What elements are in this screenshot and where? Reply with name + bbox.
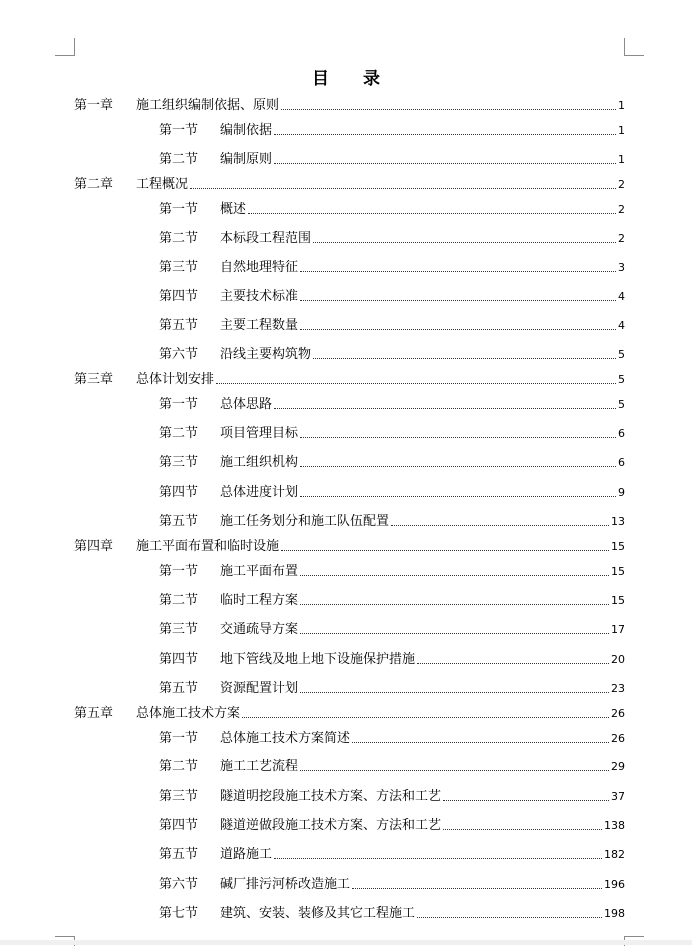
entry-number: 第二章 — [74, 177, 114, 192]
entry-number: 第五节 — [159, 318, 199, 333]
entry-number: 第五节 — [159, 847, 199, 862]
entry-title: 总体施工技术方案 — [136, 706, 241, 721]
entry-page-number: 182 — [604, 848, 625, 861]
entry-page-number: 198 — [604, 907, 625, 920]
entry-number: 第三节 — [159, 622, 199, 637]
entry-page-number: 1 — [618, 99, 625, 112]
dot-leader — [274, 407, 616, 409]
dot-leader — [274, 162, 616, 164]
entry-page-number: 6 — [618, 427, 625, 440]
toc-chapter-entry[interactable] — [74, 175, 625, 193]
toc-section-entry[interactable] — [159, 620, 625, 638]
entry-number: 第三章 — [74, 372, 114, 387]
entry-title: 施工平面布置 — [220, 564, 299, 579]
toc-section-entry[interactable] — [159, 757, 625, 775]
dot-leader — [352, 887, 602, 889]
toc-section-entry[interactable] — [159, 258, 625, 276]
dot-leader — [417, 916, 602, 918]
entry-number: 第二节 — [159, 152, 199, 167]
toc-section-entry[interactable] — [159, 562, 625, 580]
entry-title: 总体进度计划 — [220, 485, 299, 500]
entry-number: 第二节 — [159, 426, 199, 441]
entry-title: 施工组织编制依据、原则 — [136, 98, 280, 113]
toc-chapter-entry[interactable] — [74, 96, 625, 114]
dot-leader — [281, 108, 616, 110]
toc-section-entry[interactable] — [159, 729, 625, 747]
entry-number: 第七节 — [159, 906, 199, 921]
entry-page-number: 9 — [618, 486, 625, 499]
entry-page-number: 2 — [618, 178, 625, 191]
entry-number: 第六节 — [159, 877, 199, 892]
entry-page-number: 23 — [611, 682, 625, 695]
entry-page-number: 13 — [611, 515, 625, 528]
entry-title: 隧道明挖段施工技术方案、方法和工艺 — [220, 789, 442, 804]
entry-page-number: 6 — [618, 456, 625, 469]
entry-title: 概述 — [220, 202, 247, 217]
toc-section-entry[interactable] — [159, 650, 625, 668]
toc-chapter-entry[interactable] — [74, 704, 625, 722]
entry-title: 交通疏导方案 — [220, 622, 299, 637]
entry-number: 第二节 — [159, 759, 199, 774]
dot-leader — [300, 495, 616, 497]
entry-page-number: 2 — [618, 203, 625, 216]
entry-number: 第一节 — [159, 564, 199, 579]
entry-number: 第一节 — [159, 731, 199, 746]
entry-page-number: 26 — [611, 732, 625, 745]
dot-leader — [417, 662, 609, 664]
entry-page-number: 26 — [611, 707, 625, 720]
entry-title: 地下管线及地上地下设施保护措施 — [220, 652, 416, 667]
entry-number: 第三节 — [159, 260, 199, 275]
entry-title: 工程概况 — [136, 177, 189, 192]
dot-leader — [274, 133, 616, 135]
entry-page-number: 37 — [611, 790, 625, 803]
dot-leader — [248, 212, 616, 214]
dot-leader — [313, 357, 616, 359]
entry-number: 第四节 — [159, 818, 199, 833]
toc-section-entry[interactable] — [159, 229, 625, 247]
entry-page-number: 2 — [618, 232, 625, 245]
entry-title: 总体施工技术方案简述 — [220, 731, 351, 746]
entry-title: 临时工程方案 — [220, 593, 299, 608]
toc-section-entry[interactable] — [159, 150, 625, 168]
entry-page-number: 1 — [618, 124, 625, 137]
dot-leader — [242, 716, 609, 718]
dot-leader — [300, 632, 609, 634]
entry-title: 编制依据 — [220, 123, 273, 138]
entry-title: 施工平面布置和临时设施 — [136, 539, 280, 554]
dot-leader — [300, 270, 616, 272]
toc-section-entry[interactable] — [159, 287, 625, 305]
toc-section-entry[interactable] — [159, 816, 625, 834]
entry-page-number: 15 — [611, 594, 625, 607]
toc-chapter-entry[interactable] — [74, 537, 625, 555]
entry-page-number: 15 — [611, 565, 625, 578]
dot-leader — [300, 328, 616, 330]
toc-section-entry[interactable] — [159, 453, 625, 471]
entry-page-number: 138 — [604, 819, 625, 832]
dot-leader — [443, 828, 602, 830]
entry-number: 第一章 — [74, 98, 114, 113]
entry-number: 第一节 — [159, 123, 199, 138]
entry-title: 主要工程数量 — [220, 318, 299, 333]
entry-page-number: 20 — [611, 653, 625, 666]
dot-leader — [443, 799, 609, 801]
entry-title: 总体计划安排 — [136, 372, 215, 387]
toc-section-entry[interactable] — [159, 121, 625, 139]
dot-leader — [274, 857, 602, 859]
entry-title: 项目管理目标 — [220, 426, 299, 441]
entry-number: 第五节 — [159, 681, 199, 696]
toc-section-entry[interactable] — [159, 316, 625, 334]
dot-leader — [300, 436, 616, 438]
dot-leader — [300, 299, 616, 301]
entry-page-number: 4 — [618, 319, 625, 332]
toc-section-entry[interactable] — [159, 200, 625, 218]
entry-title: 施工任务划分和施工队伍配置 — [220, 514, 390, 529]
dot-leader — [300, 574, 609, 576]
dot-leader — [216, 382, 616, 384]
entry-page-number: 1 — [618, 153, 625, 166]
dot-leader — [281, 549, 609, 551]
entry-page-number: 5 — [618, 373, 625, 386]
dot-leader — [300, 465, 616, 467]
entry-number: 第五节 — [159, 514, 199, 529]
entry-number: 第三节 — [159, 789, 199, 804]
entry-page-number: 3 — [618, 261, 625, 274]
toc-title: 目 录 — [312, 69, 394, 89]
entry-number: 第四节 — [159, 485, 199, 500]
entry-title: 施工工艺流程 — [220, 759, 299, 774]
dot-leader — [300, 769, 609, 771]
entry-number: 第六节 — [159, 347, 199, 362]
entry-title: 资源配置计划 — [220, 681, 299, 696]
entry-number: 第三节 — [159, 455, 199, 470]
entry-number: 第一节 — [159, 202, 199, 217]
entry-number: 第一节 — [159, 397, 199, 412]
entry-title: 沿线主要构筑物 — [220, 347, 312, 362]
toc-section-entry[interactable] — [159, 512, 625, 530]
entry-page-number: 4 — [618, 290, 625, 303]
toc-section-entry[interactable] — [159, 424, 625, 442]
entry-number: 第二节 — [159, 231, 199, 246]
entry-page-number: 17 — [611, 623, 625, 636]
entry-number: 第四节 — [159, 652, 199, 667]
dot-leader — [391, 524, 609, 526]
toc-section-entry[interactable] — [159, 483, 625, 501]
toc-section-entry[interactable] — [159, 875, 625, 893]
toc-chapter-entry[interactable] — [74, 370, 625, 388]
entry-title: 道路施工 — [220, 847, 273, 862]
entry-page-number: 5 — [618, 348, 625, 361]
entry-title: 主要技术标准 — [220, 289, 299, 304]
entry-number: 第四节 — [159, 289, 199, 304]
entry-title: 建筑、安装、装修及其它工程施工 — [220, 906, 416, 921]
entry-title: 碱厂排污河桥改造施工 — [220, 877, 351, 892]
entry-page-number: 196 — [604, 878, 625, 891]
toc-section-entry[interactable] — [159, 345, 625, 363]
toc-section-entry[interactable] — [159, 845, 625, 863]
toc-section-entry[interactable] — [159, 395, 625, 413]
entry-page-number: 15 — [611, 540, 625, 553]
toc-section-entry[interactable] — [159, 787, 625, 805]
entry-title: 编制原则 — [220, 152, 273, 167]
entry-title: 施工组织机构 — [220, 455, 299, 470]
entry-title: 本标段工程范围 — [220, 231, 312, 246]
toc-section-entry[interactable] — [159, 904, 625, 922]
dot-leader — [190, 187, 616, 189]
entry-page-number: 29 — [611, 760, 625, 773]
dot-leader — [300, 691, 609, 693]
entry-page-number: 5 — [618, 398, 625, 411]
entry-number: 第四章 — [74, 539, 114, 554]
dot-leader — [300, 603, 609, 605]
entry-title: 自然地理特征 — [220, 260, 299, 275]
entry-title: 隧道逆做段施工技术方案、方法和工艺 — [220, 818, 442, 833]
entry-title: 总体思路 — [220, 397, 273, 412]
entry-number: 第五章 — [74, 706, 114, 721]
toc-section-entry[interactable] — [159, 679, 625, 697]
toc-section-entry[interactable] — [159, 591, 625, 609]
entry-number: 第二节 — [159, 593, 199, 608]
dot-leader — [352, 741, 609, 743]
dot-leader — [313, 241, 616, 243]
